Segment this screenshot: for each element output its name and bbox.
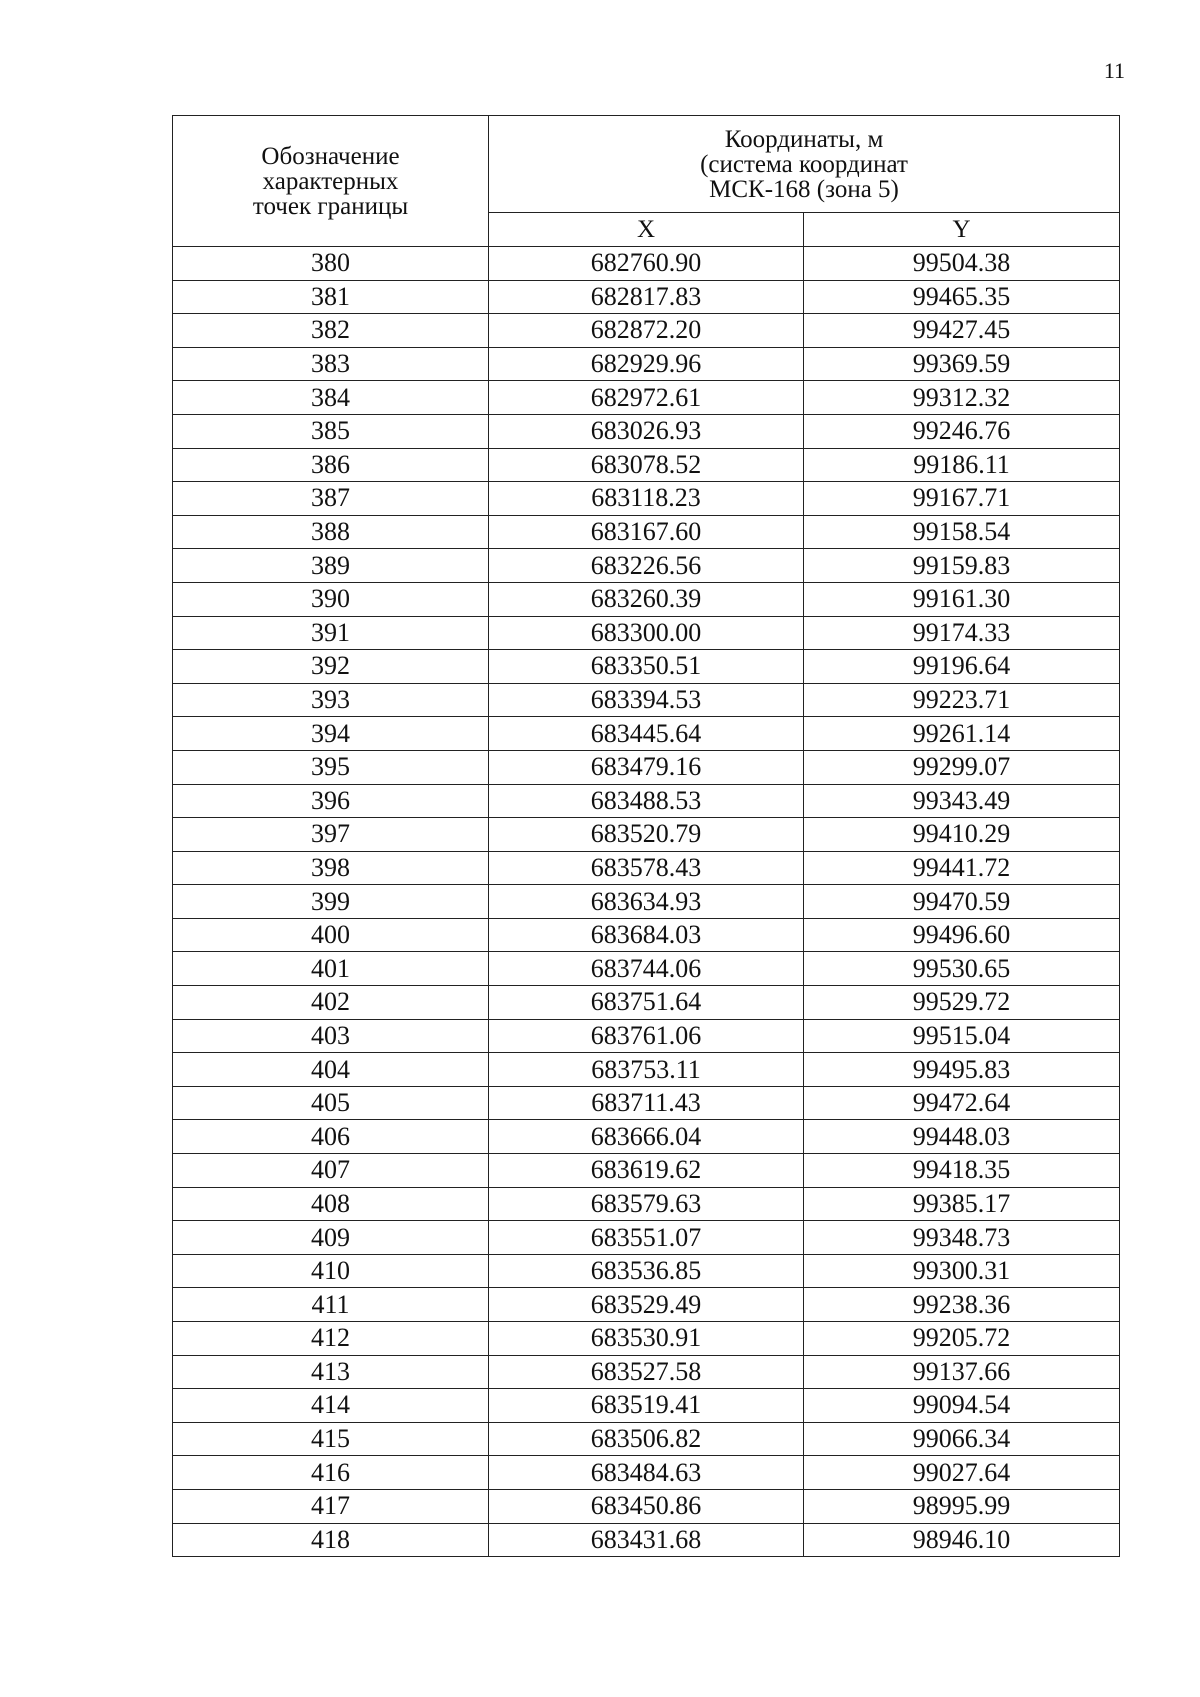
x-cell: 683536.85 xyxy=(489,1254,804,1288)
y-cell: 99385.17 xyxy=(804,1187,1120,1221)
point-cell: 390 xyxy=(173,582,489,616)
table-row xyxy=(173,1086,1120,1120)
table-row xyxy=(173,1422,1120,1456)
table-row xyxy=(173,1389,1120,1423)
y-cell: 99094.54 xyxy=(804,1389,1120,1423)
x-cell: 683450.86 xyxy=(489,1489,804,1523)
y-cell: 99161.30 xyxy=(804,582,1120,616)
table-row xyxy=(173,582,1120,616)
table-row xyxy=(173,1355,1120,1389)
x-cell: 683520.79 xyxy=(489,818,804,852)
x-cell: 683551.07 xyxy=(489,1221,804,1255)
x-cell: 683506.82 xyxy=(489,1422,804,1456)
y-cell: 99246.76 xyxy=(804,414,1120,448)
y-cell: 99137.66 xyxy=(804,1355,1120,1389)
point-cell: 400 xyxy=(173,918,489,952)
x-cell: 683579.63 xyxy=(489,1187,804,1221)
point-cell: 396 xyxy=(173,784,489,818)
table-row xyxy=(173,247,1120,281)
y-cell: 99167.71 xyxy=(804,482,1120,516)
x-cell: 683529.49 xyxy=(489,1288,804,1322)
y-column-header: Y xyxy=(804,213,1120,247)
table-row xyxy=(173,1154,1120,1188)
y-cell: 99196.64 xyxy=(804,650,1120,684)
table-row xyxy=(173,549,1120,583)
x-cell: 683167.60 xyxy=(489,515,804,549)
x-cell: 683350.51 xyxy=(489,650,804,684)
point-cell: 389 xyxy=(173,549,489,583)
point-header-line-2: характерных xyxy=(262,167,399,195)
table-row xyxy=(173,885,1120,919)
y-cell: 99448.03 xyxy=(804,1120,1120,1154)
x-cell: 683751.64 xyxy=(489,986,804,1020)
y-cell: 99066.34 xyxy=(804,1422,1120,1456)
table-row xyxy=(173,750,1120,784)
point-cell: 416 xyxy=(173,1456,489,1490)
point-cell: 383 xyxy=(173,347,489,381)
point-cell: 402 xyxy=(173,986,489,1020)
x-cell: 683300.00 xyxy=(489,616,804,650)
table-row xyxy=(173,1053,1120,1087)
x-cell: 683634.93 xyxy=(489,885,804,919)
point-designation-header xyxy=(173,116,489,247)
x-cell: 683488.53 xyxy=(489,784,804,818)
table-header xyxy=(173,116,1120,247)
y-cell: 99441.72 xyxy=(804,851,1120,885)
point-cell: 407 xyxy=(173,1154,489,1188)
point-cell: 388 xyxy=(173,515,489,549)
y-cell: 99300.31 xyxy=(804,1254,1120,1288)
table-row xyxy=(173,818,1120,852)
x-cell: 683684.03 xyxy=(489,918,804,952)
point-cell: 417 xyxy=(173,1489,489,1523)
table-row xyxy=(173,851,1120,885)
x-cell: 683260.39 xyxy=(489,582,804,616)
y-cell: 99261.14 xyxy=(804,717,1120,751)
y-cell: 99186.11 xyxy=(804,448,1120,482)
table-row xyxy=(173,314,1120,348)
point-cell: 411 xyxy=(173,1288,489,1322)
point-cell: 394 xyxy=(173,717,489,751)
table-row xyxy=(173,616,1120,650)
coordinates-table xyxy=(172,115,1120,1557)
table-row xyxy=(173,1019,1120,1053)
x-cell: 682872.20 xyxy=(489,314,804,348)
point-cell: 403 xyxy=(173,1019,489,1053)
point-cell: 393 xyxy=(173,683,489,717)
point-cell: 406 xyxy=(173,1120,489,1154)
y-cell: 99504.38 xyxy=(804,247,1120,281)
table-row xyxy=(173,381,1120,415)
x-cell: 682817.83 xyxy=(489,280,804,314)
page-number: 11 xyxy=(1103,58,1125,83)
y-cell: 99027.64 xyxy=(804,1456,1120,1490)
table-row xyxy=(173,280,1120,314)
point-header-line-1: Обозначение xyxy=(261,142,400,170)
y-cell: 99529.72 xyxy=(804,986,1120,1020)
x-cell: 683394.53 xyxy=(489,683,804,717)
point-cell: 398 xyxy=(173,851,489,885)
y-cell: 99369.59 xyxy=(804,347,1120,381)
x-cell: 683226.56 xyxy=(489,549,804,583)
x-cell: 683431.68 xyxy=(489,1523,804,1557)
coords-header-line-2: (система координат xyxy=(700,150,908,178)
x-cell: 683761.06 xyxy=(489,1019,804,1053)
y-cell: 98946.10 xyxy=(804,1523,1120,1557)
x-cell: 683484.63 xyxy=(489,1456,804,1490)
y-cell: 99496.60 xyxy=(804,918,1120,952)
point-cell: 395 xyxy=(173,750,489,784)
point-cell: 413 xyxy=(173,1355,489,1389)
point-cell: 380 xyxy=(173,247,489,281)
table-row xyxy=(173,952,1120,986)
y-cell: 99465.35 xyxy=(804,280,1120,314)
point-cell: 385 xyxy=(173,414,489,448)
point-cell: 387 xyxy=(173,482,489,516)
table-row xyxy=(173,784,1120,818)
point-cell: 415 xyxy=(173,1422,489,1456)
table-row xyxy=(173,1322,1120,1356)
point-cell: 408 xyxy=(173,1187,489,1221)
point-header-line-3: точек границы xyxy=(252,192,409,220)
table-row xyxy=(173,1489,1120,1523)
y-cell: 99223.71 xyxy=(804,683,1120,717)
y-cell: 98995.99 xyxy=(804,1489,1120,1523)
table-body xyxy=(173,247,1120,1557)
table-row xyxy=(173,717,1120,751)
x-cell: 683753.11 xyxy=(489,1053,804,1087)
point-cell: 392 xyxy=(173,650,489,684)
point-cell: 409 xyxy=(173,1221,489,1255)
table-row xyxy=(173,986,1120,1020)
y-cell: 99312.32 xyxy=(804,381,1120,415)
y-cell: 99515.04 xyxy=(804,1019,1120,1053)
table-row xyxy=(173,1288,1120,1322)
coords-header-line-3: МСК-168 (зона 5) xyxy=(709,175,899,203)
point-cell: 404 xyxy=(173,1053,489,1087)
point-cell: 384 xyxy=(173,381,489,415)
x-cell: 683578.43 xyxy=(489,851,804,885)
table-row xyxy=(173,1187,1120,1221)
y-cell: 99158.54 xyxy=(804,515,1120,549)
x-cell: 682929.96 xyxy=(489,347,804,381)
table-row xyxy=(173,1221,1120,1255)
point-cell: 410 xyxy=(173,1254,489,1288)
y-cell: 99418.35 xyxy=(804,1154,1120,1188)
y-cell: 99410.29 xyxy=(804,818,1120,852)
table-row xyxy=(173,1523,1120,1557)
y-cell: 99427.45 xyxy=(804,314,1120,348)
y-cell: 99470.59 xyxy=(804,885,1120,919)
table-row xyxy=(173,1456,1120,1490)
x-cell: 683026.93 xyxy=(489,414,804,448)
y-cell: 99205.72 xyxy=(804,1322,1120,1356)
y-cell: 99495.83 xyxy=(804,1053,1120,1087)
table-row xyxy=(173,650,1120,684)
table-row xyxy=(173,1254,1120,1288)
y-cell: 99472.64 xyxy=(804,1086,1120,1120)
table-row xyxy=(173,515,1120,549)
x-column-header: X xyxy=(489,213,804,247)
x-cell: 683479.16 xyxy=(489,750,804,784)
point-cell: 418 xyxy=(173,1523,489,1557)
x-cell: 682972.61 xyxy=(489,381,804,415)
table-row xyxy=(173,918,1120,952)
x-cell: 683744.06 xyxy=(489,952,804,986)
x-cell: 683619.62 xyxy=(489,1154,804,1188)
coords-header-line-1: Координаты, м xyxy=(724,125,884,153)
point-cell: 382 xyxy=(173,314,489,348)
x-cell: 683530.91 xyxy=(489,1322,804,1356)
x-cell: 683527.58 xyxy=(489,1355,804,1389)
table-row xyxy=(173,683,1120,717)
x-cell: 683666.04 xyxy=(489,1120,804,1154)
y-cell: 99238.36 xyxy=(804,1288,1120,1322)
table-row xyxy=(173,482,1120,516)
table-row xyxy=(173,448,1120,482)
point-cell: 386 xyxy=(173,448,489,482)
y-cell: 99348.73 xyxy=(804,1221,1120,1255)
y-cell: 99343.49 xyxy=(804,784,1120,818)
x-cell: 683519.41 xyxy=(489,1389,804,1423)
x-cell: 682760.90 xyxy=(489,247,804,281)
table-row xyxy=(173,347,1120,381)
table-row xyxy=(173,1120,1120,1154)
point-cell: 381 xyxy=(173,280,489,314)
y-cell: 99174.33 xyxy=(804,616,1120,650)
y-cell: 99299.07 xyxy=(804,750,1120,784)
y-cell: 99159.83 xyxy=(804,549,1120,583)
table-row xyxy=(173,414,1120,448)
point-cell: 401 xyxy=(173,952,489,986)
point-cell: 414 xyxy=(173,1389,489,1423)
y-cell: 99530.65 xyxy=(804,952,1120,986)
point-cell: 391 xyxy=(173,616,489,650)
x-cell: 683711.43 xyxy=(489,1086,804,1120)
point-cell: 405 xyxy=(173,1086,489,1120)
x-cell: 683078.52 xyxy=(489,448,804,482)
point-cell: 397 xyxy=(173,818,489,852)
x-cell: 683445.64 xyxy=(489,717,804,751)
x-cell: 683118.23 xyxy=(489,482,804,516)
point-cell: 412 xyxy=(173,1322,489,1356)
coordinates-header xyxy=(489,116,1120,213)
point-cell: 399 xyxy=(173,885,489,919)
